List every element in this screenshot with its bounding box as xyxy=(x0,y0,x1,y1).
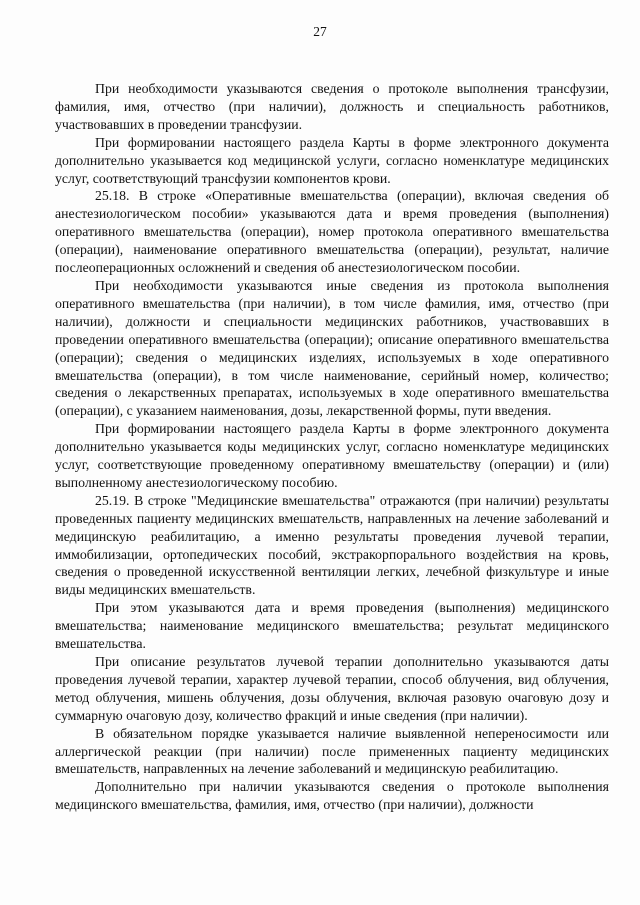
paragraph: При необходимости указываются иные сведения из протокола выполнения оперативного вмешательства (при наличии), в том числе фамилия, имя, отчество (при наличии), должности и специальности медицинских работников, участвовавших в проведении оперативного вмешательства (операции); описание оперативного вмешательства (операции); сведения о медицинских изделиях, используемых в ходе оперативного вмешательства (операции), в том числе наименование, серийный номер, количество; сведения о лекарственных препаратах, используемых в ходе оперативного вмешательства (операции), с указанием наименования, дозы, лекарственной формы, пути введения. xyxy=(55,277,609,419)
paragraph: В обязательном порядке указывается наличие выявленной непереносимости или аллергической реакции (при наличии) после примененных пациенту медицинских вмешательств, направленных на лечение заболеваний и медицинскую реабилитацию. xyxy=(55,725,609,777)
document-body xyxy=(55,80,609,814)
page-number: 27 xyxy=(313,24,327,39)
paragraph: При формировании настоящего раздела Карты в форме электронного документа дополнительно указывается коды медицинских услуг, согласно номенклатуре медицинских услуг, соответствующие проведенному оперативному вмешательству (операции) и (или) выполненному анестезиологическому пособию. xyxy=(55,421,609,490)
paragraph: 25.19. В строке "Медицинские вмешательства" отражаются (при наличии) результаты проведенных пациенту медицинских вмешательств, направленных на лечение заболеваний и медицинскую реабилитацию, а именно результаты проведения лучевой терапии, иммобилизации, ортопедических пособий, экстракорпорального воздействия на кровь, сведения о проведенной искусственной вентиляции легких, лечебной физкультуре и иные виды медицинских вмешательств. xyxy=(55,492,609,598)
paragraph: 25.18. В строке «Оперативные вмешательства (операции), включая сведения об анестезиологическом пособии» указываются дата и время проведения (выполнения) оперативного вмешательства (операции), номер протокола оперативного вмешательства (операции), наименование оперативного вмешательства (операции), результат, наличие послеоперационных осложнений и сведения об анестезиологическом пособии. xyxy=(55,188,609,276)
paragraph: При этом указываются дата и время проведения (выполнения) медицинского вмешательства; наименование медицинского вмешательства; результат медицинского вмешательства. xyxy=(55,600,609,652)
paragraph: При описание результатов лучевой терапии дополнительно указываются даты проведения лучевой терапии, характер лучевой терапии, способ облучения, вид облучения, метод облучения, мишень облучения, дозы облучения, включая разовую очаговую дозу и суммарную очаговую дозу, количество фракций и иные сведения (при наличии). xyxy=(55,654,609,723)
paragraph: При формировании настоящего раздела Карты в форме электронного документа дополнительно указывается код медицинской услуги, согласно номенклатуре медицинских услуг, соответствующий трансфузии компонентов крови. xyxy=(55,134,609,186)
paragraph: Дополнительно при наличии указываются сведения о протоколе выполнения медицинского вмешательства, фамилия, имя, отчество (при наличии), должности xyxy=(55,779,609,813)
paragraph: При необходимости указываются сведения о протоколе выполнения трансфузии, фамилия, имя, отчество (при наличии), должность и специальность работников, участвовавших в проведении трансфузии. xyxy=(55,81,609,132)
